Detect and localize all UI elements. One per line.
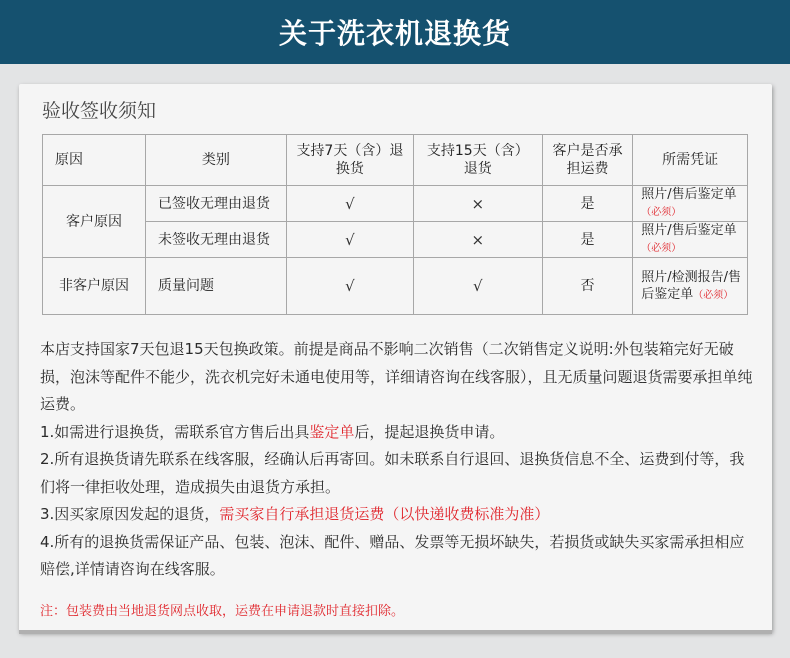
table-row: [43, 258, 748, 315]
cell-proof: [633, 222, 748, 258]
required-note: （必须）: [641, 207, 682, 218]
table-row: [43, 222, 748, 258]
item3-text: 3.因买家原因发起的退货，: [40, 505, 220, 523]
page-title: 关于洗衣机退换货: [278, 17, 511, 50]
item1-highlight: 鉴定单: [309, 422, 355, 441]
required-note: （必须）: [641, 243, 682, 254]
proof-text: 照片/售后鉴定单: [641, 223, 737, 238]
cell-shipping: 是: [542, 186, 633, 222]
cell-support-7: √: [286, 186, 413, 222]
header-support-15: 支持15天（含）退货: [413, 135, 542, 186]
cell-shipping: 是: [542, 222, 633, 258]
return-policy-table: [42, 134, 748, 315]
cell-support-7: √: [286, 258, 413, 315]
cell-support-15: √: [413, 258, 542, 315]
cell-support-15: ×: [413, 186, 542, 222]
item1-text-end: 后，提起退换货申请。: [354, 422, 505, 441]
proof-text: 照片/检测报告/售后鉴定单: [641, 269, 742, 302]
cell-reason: 客户原因: [43, 186, 146, 258]
card-shadow-edge: [19, 630, 772, 634]
header-type: 类别: [145, 135, 286, 186]
table-row: [43, 186, 748, 222]
cell-type: 质量问题: [145, 258, 286, 315]
cell-support-7: √: [286, 222, 413, 258]
proof-text: 照片/售后鉴定单: [641, 187, 737, 202]
cell-type: 已签收无理由退货: [145, 186, 286, 222]
policy-item-3: [40, 501, 756, 529]
table-header-row: [43, 135, 748, 186]
policy-item-4: 4.所有的退换货需保证产品、包装、泡沫、配件、赠品、发票等无损坏缺失，若损货或缺失买家需承担相应赔偿,详情请咨询在线客服。: [40, 532, 745, 578]
footnote: 注：包装费由当地退货网点收取，运费在申请退款时直接扣除。: [40, 604, 405, 619]
item3-highlight: 需买家自行承担退货运费（以快递收费标准为准）: [219, 505, 550, 523]
cell-reason: 非客户原因: [43, 258, 146, 315]
cell-support-15: ×: [413, 222, 542, 258]
item1-text: 1.如需进行退换货，需联系官方售后出具: [40, 422, 310, 441]
header-proof: 所需凭证: [633, 135, 748, 186]
cell-type: 未签收无理由退货: [145, 222, 286, 258]
section-title: 验收签收须知: [42, 100, 157, 122]
policy-item-1: [40, 419, 756, 447]
policy-text: [40, 336, 756, 584]
policy-item-2: 2.所有退换货请先联系在线客服，经确认后再寄回。如未联系自行退回、退换货信息不全、运费到付等，我们将一律拒收处理，造成损失由退货方承担。: [40, 450, 745, 496]
page-header: [0, 0, 790, 64]
cell-shipping: 否: [542, 258, 633, 315]
header-support-7: 支持7天（含）退换货: [286, 135, 413, 186]
required-note: （必须）: [693, 289, 734, 301]
cell-proof: [633, 258, 748, 315]
policy-intro: 本店支持国家7天包退15天包换政策。前提是商品不影响二次销售（二次销售定义说明:外包装箱完好无破损，泡沫等配件不能少，洗衣机完好未通电使用等，详细请咨询在线客服），且无质量问题退货需要承担单纯运费。: [40, 340, 753, 413]
header-shipping: 客户是否承担运费: [542, 135, 633, 186]
cell-proof: [633, 186, 748, 222]
header-reason: 原因: [43, 135, 146, 186]
